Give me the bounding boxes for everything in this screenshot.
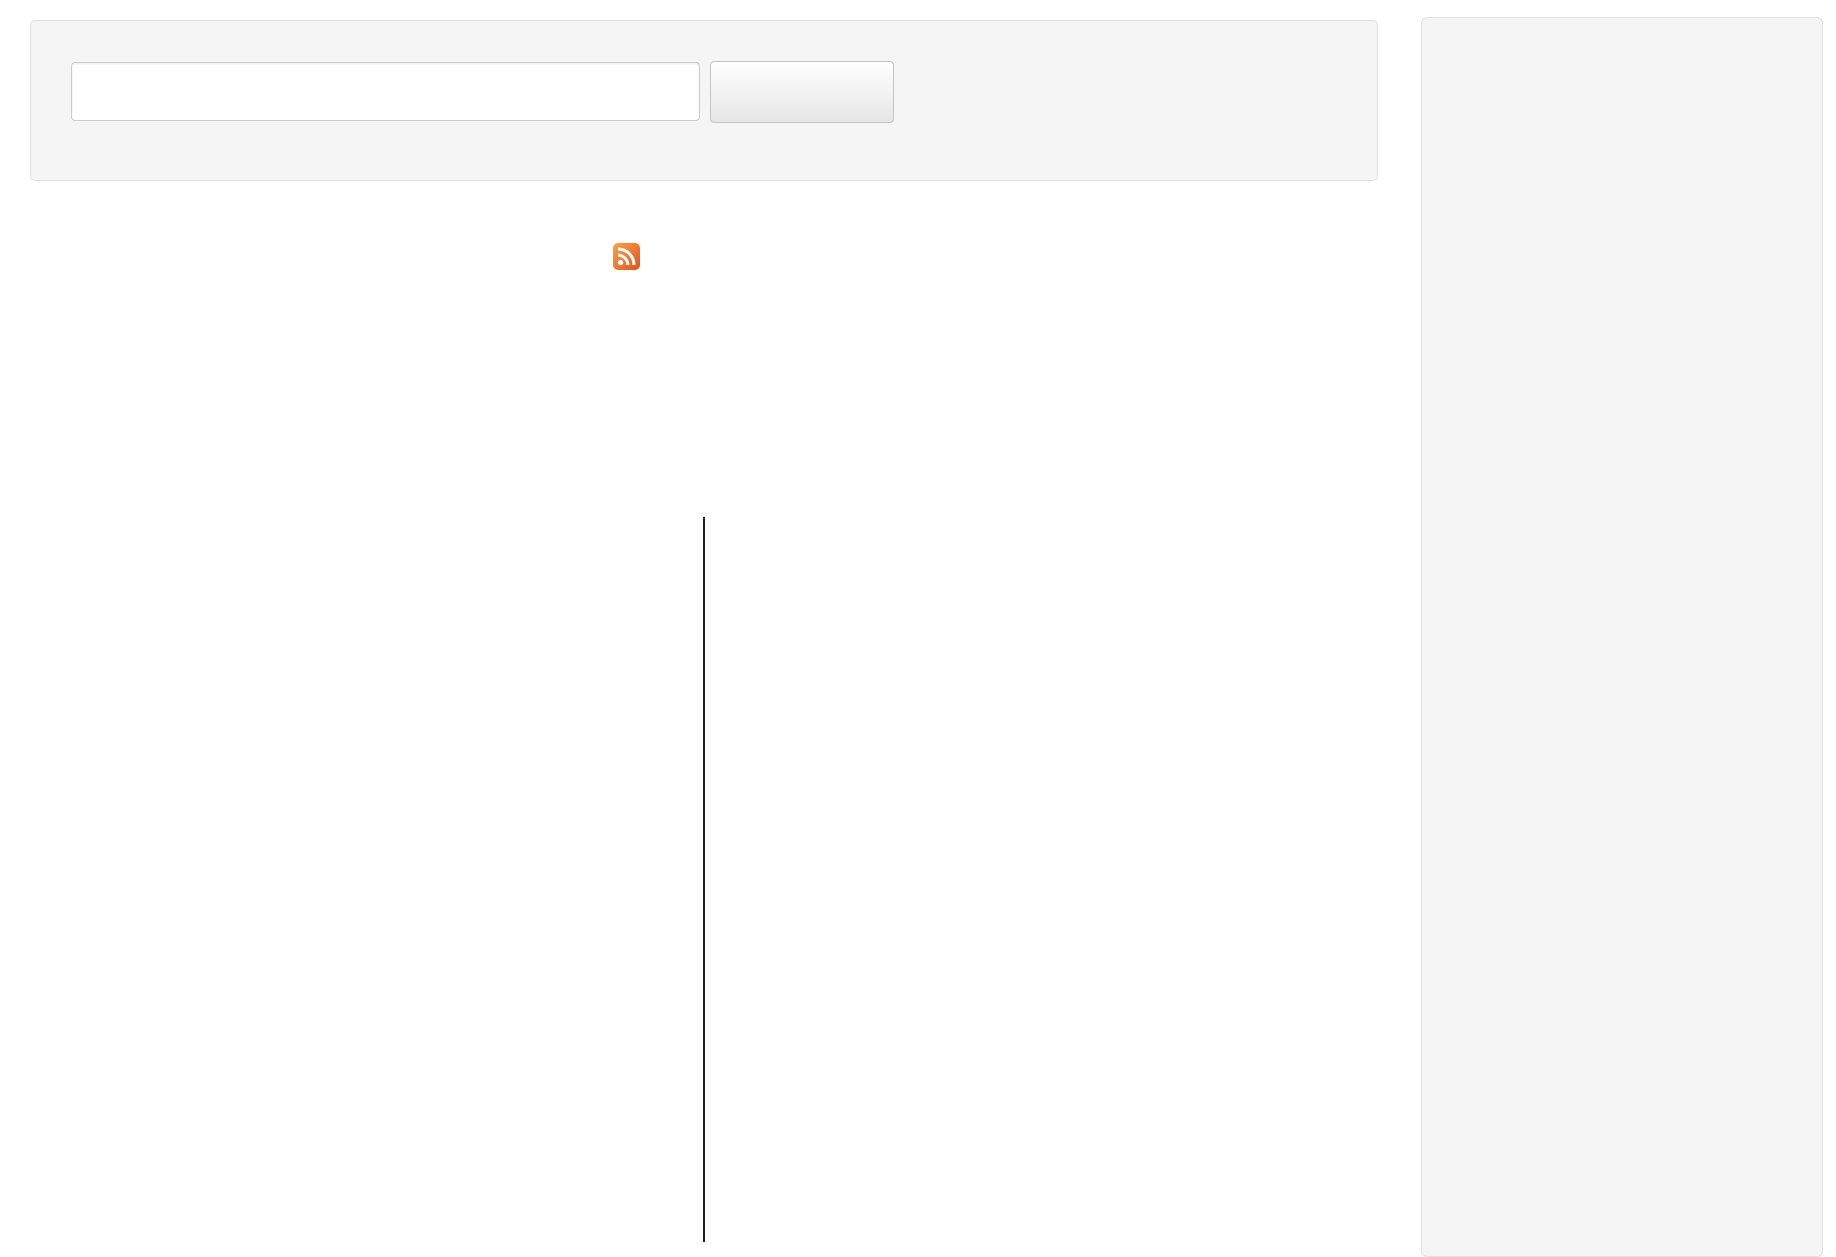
search-panel [30, 20, 1378, 181]
column-divider [703, 517, 705, 1242]
category-sidebar [1421, 17, 1823, 1257]
rss-feed-icon[interactable] [613, 243, 640, 270]
search-input[interactable] [71, 62, 700, 121]
search-button[interactable] [710, 61, 894, 123]
